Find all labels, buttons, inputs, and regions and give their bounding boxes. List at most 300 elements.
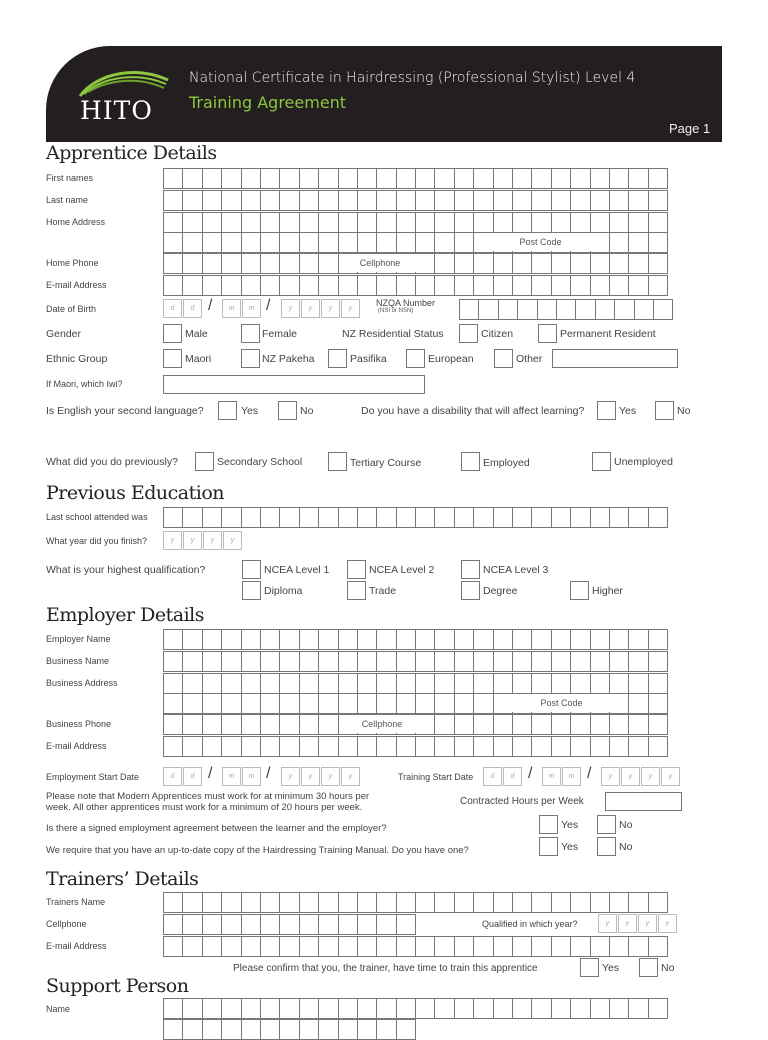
- char-cell[interactable]: [164, 191, 183, 210]
- char-cell[interactable]: [629, 630, 648, 649]
- char-cell[interactable]: [261, 893, 280, 912]
- char-cell[interactable]: [416, 254, 435, 273]
- char-cell[interactable]: [474, 191, 493, 210]
- char-cell[interactable]: [552, 508, 571, 527]
- char-cell[interactable]: [571, 630, 590, 649]
- char-cell[interactable]: [591, 508, 610, 527]
- char-cell[interactable]: [242, 937, 261, 956]
- char-cell[interactable]: [397, 915, 416, 934]
- char-cell[interactable]: [416, 630, 435, 649]
- char-cell[interactable]: [280, 1020, 299, 1039]
- char-cell[interactable]: [552, 652, 571, 671]
- char-cell[interactable]: [416, 999, 435, 1018]
- char-cell[interactable]: [242, 715, 261, 734]
- char-cell[interactable]: [222, 191, 241, 210]
- business-name-input[interactable]: [163, 651, 668, 672]
- char-cell[interactable]: [513, 674, 532, 693]
- char-cell[interactable]: [280, 508, 299, 527]
- char-cell[interactable]: [203, 937, 222, 956]
- char-cell[interactable]: [596, 300, 615, 319]
- char-cell[interactable]: [571, 737, 590, 756]
- char-cell[interactable]: [242, 674, 261, 693]
- char-cell[interactable]: [203, 737, 222, 756]
- last-school-input[interactable]: [163, 507, 668, 528]
- char-cell[interactable]: [455, 213, 474, 232]
- char-cell[interactable]: [435, 715, 454, 734]
- char-cell[interactable]: [435, 508, 454, 527]
- permanent-resident-checkbox[interactable]: [538, 324, 557, 343]
- char-cell[interactable]: [261, 1020, 280, 1039]
- char-cell[interactable]: [222, 937, 241, 956]
- char-cell[interactable]: [358, 915, 377, 934]
- char-cell[interactable]: [629, 191, 648, 210]
- char-cell[interactable]: [203, 893, 222, 912]
- char-cell[interactable]: [339, 694, 358, 713]
- tertiary-checkbox[interactable]: [328, 452, 347, 471]
- char-cell[interactable]: [610, 674, 629, 693]
- char-cell[interactable]: [261, 937, 280, 956]
- employed-checkbox[interactable]: [461, 452, 480, 471]
- char-cell[interactable]: [222, 276, 241, 295]
- char-cell[interactable]: [610, 893, 629, 912]
- char-cell[interactable]: [203, 674, 222, 693]
- char-cell[interactable]: [358, 737, 377, 756]
- ncea2-checkbox[interactable]: [347, 560, 366, 579]
- char-cell[interactable]: [455, 694, 474, 713]
- char-cell[interactable]: [280, 715, 299, 734]
- char-cell[interactable]: [242, 508, 261, 527]
- char-cell[interactable]: [203, 915, 222, 934]
- char-cell[interactable]: [649, 652, 668, 671]
- char-cell[interactable]: [629, 737, 648, 756]
- char-cell[interactable]: [649, 254, 668, 273]
- char-cell[interactable]: [435, 233, 454, 252]
- char-cell[interactable]: [629, 999, 648, 1018]
- char-cell[interactable]: [532, 630, 551, 649]
- char-cell[interactable]: [339, 213, 358, 232]
- char-cell[interactable]: [164, 999, 183, 1018]
- char-cell[interactable]: [591, 893, 610, 912]
- trainers-cell-input[interactable]: [163, 914, 416, 935]
- char-cell[interactable]: [474, 937, 493, 956]
- char-cell[interactable]: [649, 937, 668, 956]
- char-cell[interactable]: [377, 893, 396, 912]
- char-cell[interactable]: [280, 276, 299, 295]
- char-cell[interactable]: [280, 213, 299, 232]
- char-cell[interactable]: [435, 737, 454, 756]
- char-cell[interactable]: [494, 630, 513, 649]
- char-cell[interactable]: [203, 630, 222, 649]
- char-cell[interactable]: [610, 233, 629, 252]
- char-cell[interactable]: [494, 191, 513, 210]
- other-input[interactable]: [552, 349, 678, 368]
- char-cell[interactable]: [591, 276, 610, 295]
- char-cell[interactable]: [339, 169, 358, 188]
- char-cell[interactable]: [552, 191, 571, 210]
- char-cell[interactable]: [261, 233, 280, 252]
- char-cell[interactable]: [649, 213, 668, 232]
- dob-month-input[interactable]: [222, 299, 262, 318]
- char-cell[interactable]: [222, 999, 241, 1018]
- char-cell[interactable]: [203, 233, 222, 252]
- char-cell[interactable]: [532, 893, 551, 912]
- char-cell[interactable]: [610, 169, 629, 188]
- email-input[interactable]: [163, 275, 668, 296]
- char-cell[interactable]: [591, 630, 610, 649]
- char-cell[interactable]: [242, 213, 261, 232]
- char-cell[interactable]: [164, 508, 183, 527]
- char-cell[interactable]: [242, 254, 261, 273]
- char-cell[interactable]: [435, 276, 454, 295]
- char-cell[interactable]: [280, 169, 299, 188]
- char-cell[interactable]: [513, 191, 532, 210]
- char-cell[interactable]: [532, 169, 551, 188]
- char-cell[interactable]: [300, 737, 319, 756]
- char-cell[interactable]: [629, 674, 648, 693]
- char-cell[interactable]: [319, 169, 338, 188]
- char-cell[interactable]: [377, 1020, 396, 1039]
- char-cell[interactable]: [629, 254, 648, 273]
- char-cell[interactable]: [280, 233, 299, 252]
- char-cell[interactable]: [164, 674, 183, 693]
- year-finish-input[interactable]: [163, 531, 243, 550]
- char-cell[interactable]: [242, 630, 261, 649]
- trade-checkbox[interactable]: [347, 581, 366, 600]
- char-cell[interactable]: [571, 254, 590, 273]
- char-cell[interactable]: [261, 652, 280, 671]
- char-cell[interactable]: [629, 233, 648, 252]
- char-cell[interactable]: [571, 191, 590, 210]
- char-cell[interactable]: [300, 233, 319, 252]
- char-cell[interactable]: [571, 937, 590, 956]
- char-cell[interactable]: [339, 630, 358, 649]
- char-cell[interactable]: [242, 652, 261, 671]
- char-cell[interactable]: [358, 674, 377, 693]
- char-cell[interactable]: [474, 276, 493, 295]
- char-cell[interactable]: [261, 276, 280, 295]
- char-cell[interactable]: [397, 169, 416, 188]
- char-cell[interactable]: [518, 300, 537, 319]
- char-cell[interactable]: [261, 213, 280, 232]
- char-cell[interactable]: [460, 300, 479, 319]
- char-cell[interactable]: [339, 893, 358, 912]
- char-cell[interactable]: [532, 254, 551, 273]
- char-cell[interactable]: [532, 674, 551, 693]
- char-cell[interactable]: [416, 652, 435, 671]
- char-cell[interactable]: [377, 674, 396, 693]
- char-cell[interactable]: [203, 652, 222, 671]
- char-cell[interactable]: [319, 999, 338, 1018]
- manual-yes-checkbox[interactable]: [539, 837, 558, 856]
- char-cell[interactable]: [479, 300, 498, 319]
- char-cell[interactable]: [300, 213, 319, 232]
- char-cell[interactable]: [222, 1020, 241, 1039]
- char-cell[interactable]: [164, 737, 183, 756]
- diploma-checkbox[interactable]: [242, 581, 261, 600]
- char-cell[interactable]: [610, 652, 629, 671]
- char-cell[interactable]: [435, 254, 454, 273]
- char-cell[interactable]: [513, 276, 532, 295]
- char-cell[interactable]: [397, 233, 416, 252]
- char-cell[interactable]: [435, 674, 454, 693]
- char-cell[interactable]: [416, 508, 435, 527]
- char-cell[interactable]: [339, 233, 358, 252]
- signed-no-checkbox[interactable]: [597, 815, 616, 834]
- char-cell[interactable]: [377, 737, 396, 756]
- char-cell[interactable]: [183, 694, 202, 713]
- char-cell[interactable]: [532, 737, 551, 756]
- char-cell[interactable]: [300, 915, 319, 934]
- ncea3-checkbox[interactable]: [461, 560, 480, 579]
- training-month-input[interactable]: [542, 767, 582, 786]
- char-cell[interactable]: [242, 893, 261, 912]
- char-cell[interactable]: [552, 276, 571, 295]
- char-cell[interactable]: [435, 999, 454, 1018]
- char-cell[interactable]: [513, 937, 532, 956]
- char-cell[interactable]: [416, 937, 435, 956]
- qualified-year-input[interactable]: [598, 914, 678, 933]
- char-cell[interactable]: [280, 254, 299, 273]
- char-cell[interactable]: [203, 694, 222, 713]
- char-cell[interactable]: [358, 694, 377, 713]
- char-cell[interactable]: [339, 276, 358, 295]
- char-cell[interactable]: [435, 652, 454, 671]
- char-cell[interactable]: [591, 937, 610, 956]
- char-cell[interactable]: [455, 169, 474, 188]
- char-cell[interactable]: [455, 630, 474, 649]
- char-cell[interactable]: [339, 652, 358, 671]
- char-cell[interactable]: [319, 893, 338, 912]
- char-cell[interactable]: [397, 508, 416, 527]
- char-cell[interactable]: [571, 213, 590, 232]
- char-cell[interactable]: [280, 915, 299, 934]
- char-cell[interactable]: [571, 893, 590, 912]
- char-cell[interactable]: [203, 191, 222, 210]
- char-cell[interactable]: [494, 652, 513, 671]
- char-cell[interactable]: [513, 169, 532, 188]
- char-cell[interactable]: [319, 254, 338, 273]
- char-cell[interactable]: [649, 508, 668, 527]
- char-cell[interactable]: [649, 276, 668, 295]
- char-cell[interactable]: [280, 694, 299, 713]
- char-cell[interactable]: [629, 937, 648, 956]
- char-cell[interactable]: [164, 1020, 183, 1039]
- char-cell[interactable]: [377, 999, 396, 1018]
- char-cell[interactable]: [242, 737, 261, 756]
- char-cell[interactable]: [610, 508, 629, 527]
- char-cell[interactable]: [164, 169, 183, 188]
- char-cell[interactable]: [242, 915, 261, 934]
- higher-checkbox[interactable]: [570, 581, 589, 600]
- char-cell[interactable]: [261, 674, 280, 693]
- english-no-checkbox[interactable]: [278, 401, 297, 420]
- char-cell[interactable]: [319, 233, 338, 252]
- char-cell[interactable]: [300, 937, 319, 956]
- char-cell[interactable]: [591, 652, 610, 671]
- char-cell[interactable]: [474, 999, 493, 1018]
- char-cell[interactable]: [183, 674, 202, 693]
- char-cell[interactable]: [319, 630, 338, 649]
- iwi-input[interactable]: [163, 375, 425, 394]
- char-cell[interactable]: [280, 652, 299, 671]
- char-cell[interactable]: [629, 169, 648, 188]
- char-cell[interactable]: [494, 715, 513, 734]
- char-cell[interactable]: [242, 276, 261, 295]
- char-cell[interactable]: [455, 652, 474, 671]
- char-cell[interactable]: [532, 715, 551, 734]
- char-cell[interactable]: [222, 169, 241, 188]
- char-cell[interactable]: [358, 937, 377, 956]
- char-cell[interactable]: [629, 893, 648, 912]
- char-cell[interactable]: [455, 254, 474, 273]
- char-cell[interactable]: [571, 276, 590, 295]
- char-cell[interactable]: [242, 191, 261, 210]
- char-cell[interactable]: [339, 937, 358, 956]
- char-cell[interactable]: [591, 715, 610, 734]
- char-cell[interactable]: [222, 893, 241, 912]
- char-cell[interactable]: [591, 737, 610, 756]
- char-cell[interactable]: [571, 674, 590, 693]
- char-cell[interactable]: [164, 276, 183, 295]
- char-cell[interactable]: [397, 191, 416, 210]
- char-cell[interactable]: [397, 652, 416, 671]
- training-day-input[interactable]: [483, 767, 523, 786]
- char-cell[interactable]: [222, 254, 241, 273]
- char-cell[interactable]: [280, 191, 299, 210]
- char-cell[interactable]: [397, 999, 416, 1018]
- char-cell[interactable]: [494, 508, 513, 527]
- char-cell[interactable]: [377, 169, 396, 188]
- char-cell[interactable]: [377, 630, 396, 649]
- char-cell[interactable]: [203, 1020, 222, 1039]
- char-cell[interactable]: [300, 169, 319, 188]
- char-cell[interactable]: [339, 1020, 358, 1039]
- char-cell[interactable]: [552, 630, 571, 649]
- char-cell[interactable]: [319, 508, 338, 527]
- char-cell[interactable]: [222, 652, 241, 671]
- char-cell[interactable]: [571, 715, 590, 734]
- dob-year-input[interactable]: [281, 299, 361, 318]
- disability-yes-checkbox[interactable]: [597, 401, 616, 420]
- char-cell[interactable]: [183, 630, 202, 649]
- char-cell[interactable]: [358, 191, 377, 210]
- char-cell[interactable]: [242, 694, 261, 713]
- char-cell[interactable]: [610, 999, 629, 1018]
- char-cell[interactable]: [261, 915, 280, 934]
- char-cell[interactable]: [591, 169, 610, 188]
- char-cell[interactable]: [397, 630, 416, 649]
- char-cell[interactable]: [203, 999, 222, 1018]
- char-cell[interactable]: [164, 893, 183, 912]
- char-cell[interactable]: [261, 694, 280, 713]
- char-cell[interactable]: [183, 893, 202, 912]
- char-cell[interactable]: [455, 276, 474, 295]
- char-cell[interactable]: [377, 694, 396, 713]
- char-cell[interactable]: [474, 737, 493, 756]
- char-cell[interactable]: [397, 694, 416, 713]
- char-cell[interactable]: [222, 630, 241, 649]
- char-cell[interactable]: [591, 674, 610, 693]
- char-cell[interactable]: [649, 191, 668, 210]
- char-cell[interactable]: [261, 715, 280, 734]
- char-cell[interactable]: [164, 233, 183, 252]
- char-cell[interactable]: [358, 893, 377, 912]
- char-cell[interactable]: [339, 915, 358, 934]
- char-cell[interactable]: [552, 715, 571, 734]
- char-cell[interactable]: [532, 999, 551, 1018]
- char-cell[interactable]: [397, 937, 416, 956]
- char-cell[interactable]: [319, 715, 338, 734]
- char-cell[interactable]: [610, 715, 629, 734]
- char-cell[interactable]: [319, 737, 338, 756]
- char-cell[interactable]: [358, 276, 377, 295]
- char-cell[interactable]: [183, 191, 202, 210]
- char-cell[interactable]: [649, 999, 668, 1018]
- char-cell[interactable]: [591, 191, 610, 210]
- char-cell[interactable]: [571, 999, 590, 1018]
- char-cell[interactable]: [552, 999, 571, 1018]
- char-cell[interactable]: [300, 715, 319, 734]
- ncea1-checkbox[interactable]: [242, 560, 261, 579]
- char-cell[interactable]: [164, 937, 183, 956]
- char-cell[interactable]: [358, 169, 377, 188]
- degree-checkbox[interactable]: [461, 581, 480, 600]
- char-cell[interactable]: [339, 191, 358, 210]
- char-cell[interactable]: [649, 674, 668, 693]
- char-cell[interactable]: [261, 508, 280, 527]
- char-cell[interactable]: [261, 191, 280, 210]
- char-cell[interactable]: [222, 715, 241, 734]
- char-cell[interactable]: [397, 276, 416, 295]
- char-cell[interactable]: [300, 254, 319, 273]
- char-cell[interactable]: [474, 508, 493, 527]
- char-cell[interactable]: [494, 169, 513, 188]
- char-cell[interactable]: [435, 630, 454, 649]
- char-cell[interactable]: [339, 737, 358, 756]
- char-cell[interactable]: [610, 276, 629, 295]
- char-cell[interactable]: [377, 508, 396, 527]
- char-cell[interactable]: [571, 652, 590, 671]
- char-cell[interactable]: [629, 652, 648, 671]
- char-cell[interactable]: [532, 191, 551, 210]
- char-cell[interactable]: [377, 213, 396, 232]
- support-second-input[interactable]: [163, 1019, 416, 1040]
- char-cell[interactable]: [358, 630, 377, 649]
- char-cell[interactable]: [183, 213, 202, 232]
- char-cell[interactable]: [358, 1020, 377, 1039]
- char-cell[interactable]: [513, 999, 532, 1018]
- char-cell[interactable]: [300, 191, 319, 210]
- char-cell[interactable]: [416, 737, 435, 756]
- char-cell[interactable]: [377, 915, 396, 934]
- char-cell[interactable]: [474, 169, 493, 188]
- char-cell[interactable]: [649, 893, 668, 912]
- citizen-checkbox[interactable]: [459, 324, 478, 343]
- char-cell[interactable]: [261, 630, 280, 649]
- char-cell[interactable]: [222, 737, 241, 756]
- char-cell[interactable]: [358, 999, 377, 1018]
- char-cell[interactable]: [455, 737, 474, 756]
- char-cell[interactable]: [300, 1020, 319, 1039]
- char-cell[interactable]: [377, 652, 396, 671]
- char-cell[interactable]: [319, 915, 338, 934]
- training-year-input[interactable]: [601, 767, 681, 786]
- char-cell[interactable]: [552, 254, 571, 273]
- char-cell[interactable]: [358, 652, 377, 671]
- char-cell[interactable]: [474, 715, 493, 734]
- char-cell[interactable]: [183, 737, 202, 756]
- char-cell[interactable]: [494, 254, 513, 273]
